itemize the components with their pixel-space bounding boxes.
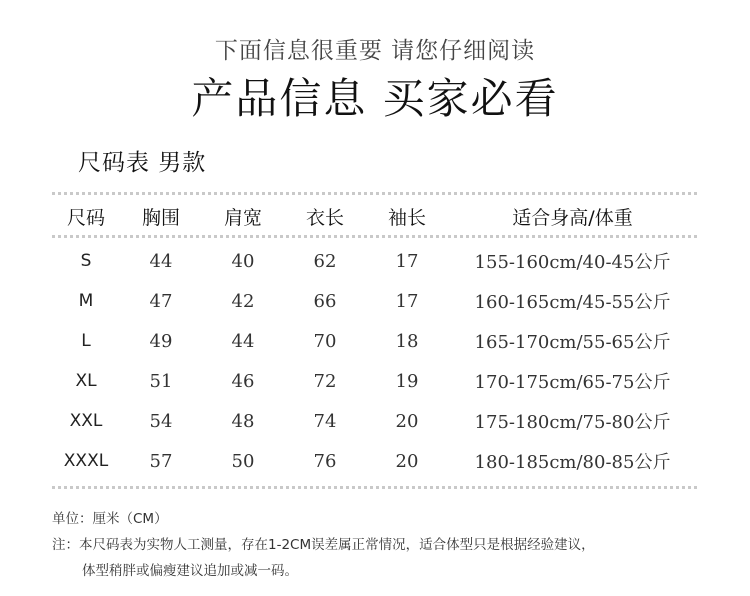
table-cell: 76 bbox=[313, 450, 337, 472]
table-cell: 180-185cm/80-85公斤 bbox=[474, 452, 671, 473]
table-row bbox=[52, 321, 697, 361]
table-cell: 50 bbox=[231, 450, 255, 472]
table-cell: 66 bbox=[313, 290, 337, 312]
column-header: 尺码 bbox=[66, 206, 105, 229]
table-cell: 17 bbox=[395, 290, 419, 312]
column-header: 适合身高/体重 bbox=[512, 206, 633, 229]
table-row bbox=[52, 441, 697, 481]
table-cell: 170-175cm/65-75公斤 bbox=[474, 372, 671, 393]
dotted-divider-bottom bbox=[52, 486, 697, 489]
table-cell: 160-165cm/45-55公斤 bbox=[474, 292, 671, 313]
size-cell: L bbox=[81, 331, 91, 351]
disclaimer-line-2: 体型稍胖或偏瘦建议追加或减一码。 bbox=[82, 563, 298, 579]
size-cell: XXL bbox=[69, 411, 103, 431]
column-header: 胸围 bbox=[141, 206, 180, 229]
table-row bbox=[52, 281, 697, 321]
size-chart-heading: 尺码表 男款 bbox=[78, 150, 207, 176]
table-cell: 44 bbox=[149, 250, 173, 272]
table-cell: 19 bbox=[395, 370, 419, 392]
notes bbox=[52, 506, 595, 584]
table-cell: 20 bbox=[395, 450, 419, 472]
table-cell: 18 bbox=[395, 330, 419, 352]
size-cell: S bbox=[80, 251, 92, 271]
table-cell: 46 bbox=[231, 370, 255, 392]
unit-note: 单位：厘米（CM） bbox=[52, 511, 168, 527]
column-header: 衣长 bbox=[305, 206, 344, 229]
table-cell: 17 bbox=[395, 250, 419, 272]
page-title: 产品信息 买家必看 bbox=[191, 74, 559, 123]
table-cell: 48 bbox=[231, 410, 255, 432]
table-row bbox=[52, 361, 697, 401]
disclaimer-line-1: 注：本尺码表为实物人工测量，存在1-2CM误差属正常情况，适合体型只是根据经验建议， bbox=[52, 537, 595, 553]
table-cell: 155-160cm/40-45公斤 bbox=[474, 252, 671, 273]
column-header: 袖长 bbox=[387, 206, 426, 229]
table-cell: 44 bbox=[231, 330, 255, 352]
size-cell: XXXL bbox=[63, 451, 109, 471]
table-cell: 20 bbox=[395, 410, 419, 432]
dotted-divider-top bbox=[52, 192, 697, 195]
table-cell: 72 bbox=[313, 370, 337, 392]
table-cell: 165-170cm/55-65公斤 bbox=[474, 332, 671, 353]
table-cell: 54 bbox=[149, 410, 173, 432]
table-cell: 42 bbox=[231, 290, 255, 312]
table-row bbox=[52, 236, 697, 281]
table-cell: 40 bbox=[231, 250, 255, 272]
table-cell: 47 bbox=[149, 290, 173, 312]
table-cell: 74 bbox=[313, 410, 337, 432]
table-header-row bbox=[52, 196, 697, 236]
table-cell: 51 bbox=[149, 370, 173, 392]
size-table bbox=[52, 196, 697, 481]
table-cell: 62 bbox=[313, 250, 337, 272]
table-cell: 175-180cm/75-80公斤 bbox=[474, 412, 671, 433]
table-cell: 57 bbox=[149, 450, 173, 472]
subtitle: 下面信息很重要 请您仔细阅读 bbox=[214, 38, 536, 64]
size-cell: XL bbox=[75, 371, 97, 391]
table-cell: 70 bbox=[313, 330, 337, 352]
column-header: 肩宽 bbox=[223, 206, 262, 229]
table-row bbox=[52, 401, 697, 441]
table-cell: 49 bbox=[149, 330, 173, 352]
size-cell: M bbox=[78, 291, 94, 311]
